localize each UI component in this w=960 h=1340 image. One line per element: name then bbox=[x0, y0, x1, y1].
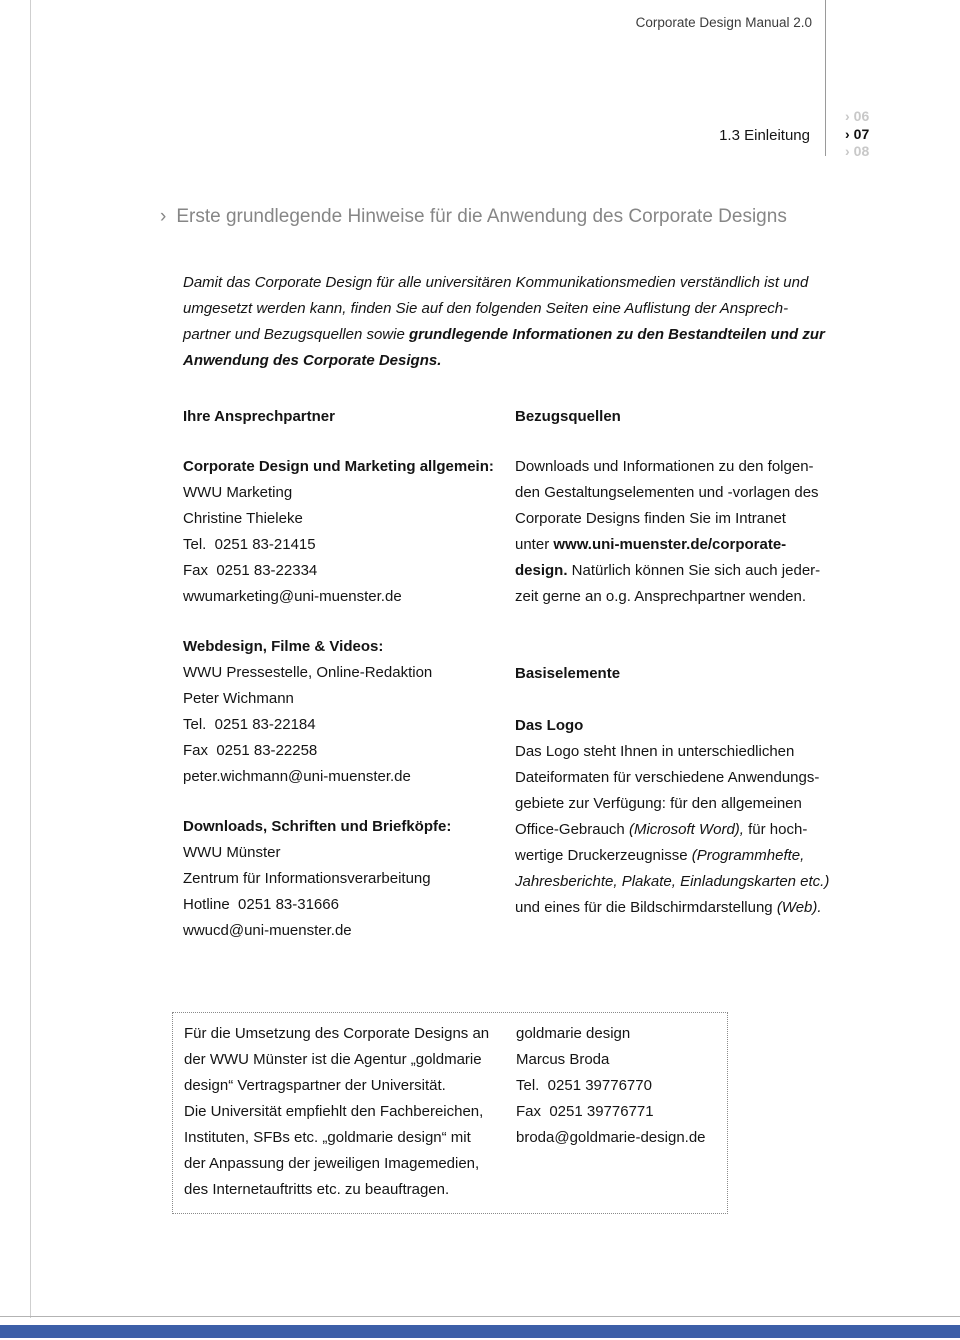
text-line bbox=[184, 1099, 489, 1125]
text-line bbox=[184, 1125, 489, 1151]
agency-contact-details bbox=[516, 1021, 706, 1151]
text-line bbox=[183, 840, 508, 866]
text-segment: der Anpassung der jeweiligen Imagemedien, bbox=[184, 1155, 480, 1172]
contact-block-title: Corporate Design und Marketing allgemein: bbox=[183, 458, 494, 475]
sources-paragraph bbox=[515, 454, 850, 610]
text-segment: Dateiformaten für verschiedene Anwendungs- bbox=[515, 769, 820, 786]
chevron-right-icon: › bbox=[845, 125, 850, 142]
text-line bbox=[183, 764, 508, 790]
text-segment: Damit das Corporate Design für alle universitären Kommunikationsmedien verständlich ist und bbox=[183, 274, 809, 291]
text-line bbox=[515, 791, 850, 817]
text-segment: broda@goldmarie-design.de bbox=[516, 1129, 706, 1146]
contact-block-downloads bbox=[183, 814, 508, 944]
text-segment: wwumarketing@uni-muenster.de bbox=[183, 588, 402, 605]
text-segment: WWU Pressestelle, Online-Redaktion bbox=[183, 664, 433, 681]
text-segment: WWU Marketing bbox=[183, 484, 293, 501]
text-segment: Tel. 0251 39776770 bbox=[516, 1077, 652, 1094]
text-line bbox=[183, 506, 508, 532]
contact-block-webdesign bbox=[183, 634, 508, 790]
text-segment: der WWU Münster ist die Agentur „goldmarie bbox=[184, 1051, 482, 1068]
text-line bbox=[515, 765, 850, 791]
text-segment: Das Logo steht Ihnen in unterschiedlichen bbox=[515, 743, 795, 760]
text-line bbox=[183, 584, 508, 610]
manual-title: Corporate Design Manual 2.0 bbox=[635, 15, 812, 30]
basiselemente-heading: Basiselemente bbox=[515, 665, 621, 682]
text-segment: für hoch- bbox=[743, 821, 808, 838]
text-segment: Tel. 0251 83-21415 bbox=[183, 536, 316, 553]
text-segment: WWU Münster bbox=[183, 844, 281, 861]
text-line bbox=[184, 1073, 489, 1099]
text-line bbox=[183, 892, 508, 918]
agency-note-box bbox=[172, 1012, 728, 1214]
header-vertical-rule bbox=[825, 0, 826, 156]
text-segment: goldmarie design bbox=[516, 1025, 631, 1042]
text-line bbox=[515, 739, 850, 765]
contact-block-title: Downloads, Schriften und Briefköpfe: bbox=[183, 818, 452, 835]
page-nav-label: 07 bbox=[853, 125, 870, 142]
text-segment: Für die Umsetzung des Corporate Designs an bbox=[184, 1025, 490, 1042]
chevron-right-icon: › bbox=[160, 206, 167, 227]
page-nav-label: 06 bbox=[853, 108, 870, 124]
text-segment: grundlegende Informationen zu den Bestandteilen und zur bbox=[408, 326, 825, 343]
contacts-column-heading: Ihre Ansprechpartner bbox=[183, 408, 335, 425]
text-segment: den Gestaltungselementen und -vorlagen des bbox=[515, 484, 819, 501]
page-nav-item-06 bbox=[845, 108, 869, 126]
text-line bbox=[183, 660, 508, 686]
text-segment: des Internetauftritts etc. zu beauftragen. bbox=[184, 1181, 450, 1198]
logo-paragraph bbox=[515, 739, 850, 921]
text-segment: zeit gerne an o.g. Ansprechpartner wenden. bbox=[515, 588, 807, 605]
text-line bbox=[515, 895, 850, 921]
text-segment: Hotline 0251 83-31666 bbox=[183, 896, 339, 913]
text-segment: Peter Wichmann bbox=[183, 690, 294, 707]
contact-block-lines bbox=[183, 480, 508, 610]
chevron-right-icon: › bbox=[845, 108, 850, 124]
text-segment: Zentrum für Informationsverarbeitung bbox=[183, 870, 431, 887]
text-line bbox=[183, 918, 508, 944]
text-line bbox=[516, 1021, 706, 1047]
text-line bbox=[183, 738, 508, 764]
text-segment: Marcus Broda bbox=[516, 1051, 610, 1068]
text-segment: unter bbox=[515, 536, 554, 553]
page-nav-label: 08 bbox=[853, 143, 870, 159]
text-segment: design. bbox=[515, 562, 568, 579]
text-line bbox=[184, 1151, 489, 1177]
text-line bbox=[515, 532, 850, 558]
text-line bbox=[515, 506, 850, 532]
contact-block-lines bbox=[183, 840, 508, 944]
text-segment: (Web). bbox=[776, 899, 822, 916]
text-line bbox=[184, 1177, 489, 1203]
section-label: 1.3 Einleitung bbox=[719, 127, 810, 144]
intro-paragraph bbox=[183, 270, 843, 374]
page-nav bbox=[845, 108, 869, 161]
text-segment: Downloads und Informationen zu den folgen- bbox=[515, 458, 814, 475]
text-line bbox=[183, 348, 843, 374]
text-segment: Corporate Designs finden Sie im Intranet bbox=[515, 510, 786, 527]
text-segment: Fax 0251 83-22334 bbox=[183, 562, 318, 579]
text-line bbox=[515, 843, 850, 869]
text-line bbox=[515, 454, 850, 480]
text-segment: Fax 0251 39776771 bbox=[516, 1103, 654, 1120]
text-line bbox=[516, 1099, 706, 1125]
text-line bbox=[516, 1125, 706, 1151]
text-segment: Fax 0251 83-22258 bbox=[183, 742, 318, 759]
text-line bbox=[184, 1047, 489, 1073]
agency-note-text bbox=[184, 1021, 489, 1203]
text-segment: Die Universität empfiehlt den Fachbereichen, bbox=[184, 1103, 484, 1120]
text-line bbox=[515, 584, 850, 610]
text-segment: Office-Gebrauch bbox=[515, 821, 629, 838]
contacts-column bbox=[183, 404, 508, 968]
contact-block-marketing bbox=[183, 454, 508, 610]
text-line bbox=[515, 480, 850, 506]
text-line bbox=[183, 558, 508, 584]
text-segment: www.uni-muenster.de/corporate- bbox=[553, 536, 787, 553]
chevron-right-icon: › bbox=[845, 143, 850, 159]
text-line bbox=[183, 296, 843, 322]
contact-block-lines bbox=[183, 660, 508, 790]
das-logo-heading: Das Logo bbox=[515, 717, 584, 734]
text-segment: und eines für die Bildschirmdarstellung bbox=[515, 899, 777, 916]
text-line bbox=[183, 270, 843, 296]
main-heading bbox=[160, 206, 860, 228]
text-line bbox=[516, 1047, 706, 1073]
text-segment: Christine Thieleke bbox=[183, 510, 303, 527]
bottom-rule bbox=[0, 1316, 960, 1317]
text-segment: partner und Bezugsquellen sowie bbox=[183, 326, 409, 343]
text-line bbox=[515, 558, 850, 584]
contact-block-title: Webdesign, Filme & Videos: bbox=[183, 638, 384, 655]
left-margin-rule bbox=[30, 0, 31, 1318]
text-segment: (Microsoft Word), bbox=[628, 821, 744, 838]
text-line bbox=[183, 322, 843, 348]
text-segment: Natürlich können Sie sich auch jeder- bbox=[567, 562, 821, 579]
page-nav-item-08 bbox=[845, 143, 869, 161]
text-segment: Jahresberichte, Plakate, Einladungskarten etc.) bbox=[515, 873, 830, 890]
text-line bbox=[183, 712, 508, 738]
text-segment: Anwendung des Corporate Designs. bbox=[183, 352, 442, 369]
text-line bbox=[183, 480, 508, 506]
sources-column bbox=[515, 404, 850, 921]
sources-column-heading: Bezugsquellen bbox=[515, 408, 621, 425]
text-segment: design“ Vertragspartner der Universität. bbox=[184, 1077, 446, 1094]
text-line bbox=[183, 686, 508, 712]
text-segment: Tel. 0251 83-22184 bbox=[183, 716, 316, 733]
text-line bbox=[183, 532, 508, 558]
page-nav-item-07-current bbox=[845, 126, 869, 144]
text-segment: wwucd@uni-muenster.de bbox=[183, 922, 352, 939]
text-segment: peter.wichmann@uni-muenster.de bbox=[183, 768, 411, 785]
text-line bbox=[515, 869, 850, 895]
text-line bbox=[516, 1073, 706, 1099]
main-heading-text: Erste grundlegende Hinweise für die Anwendung des Corporate Designs bbox=[176, 206, 787, 227]
text-line bbox=[183, 866, 508, 892]
text-segment: (Programmhefte, bbox=[691, 847, 805, 864]
text-segment: Instituten, SFBs etc. „goldmarie design“ mit bbox=[184, 1129, 471, 1146]
text-segment: wertige Druckerzeugnisse bbox=[515, 847, 692, 864]
text-segment: gebiete zur Verfügung: für den allgemeinen bbox=[515, 795, 802, 812]
text-line bbox=[515, 817, 850, 843]
bottom-accent-bar bbox=[0, 1325, 960, 1338]
text-line bbox=[184, 1021, 489, 1047]
text-segment: umgesetzt werden kann, finden Sie auf den folgenden Seiten eine Auflistung der Ansprech- bbox=[183, 300, 789, 317]
